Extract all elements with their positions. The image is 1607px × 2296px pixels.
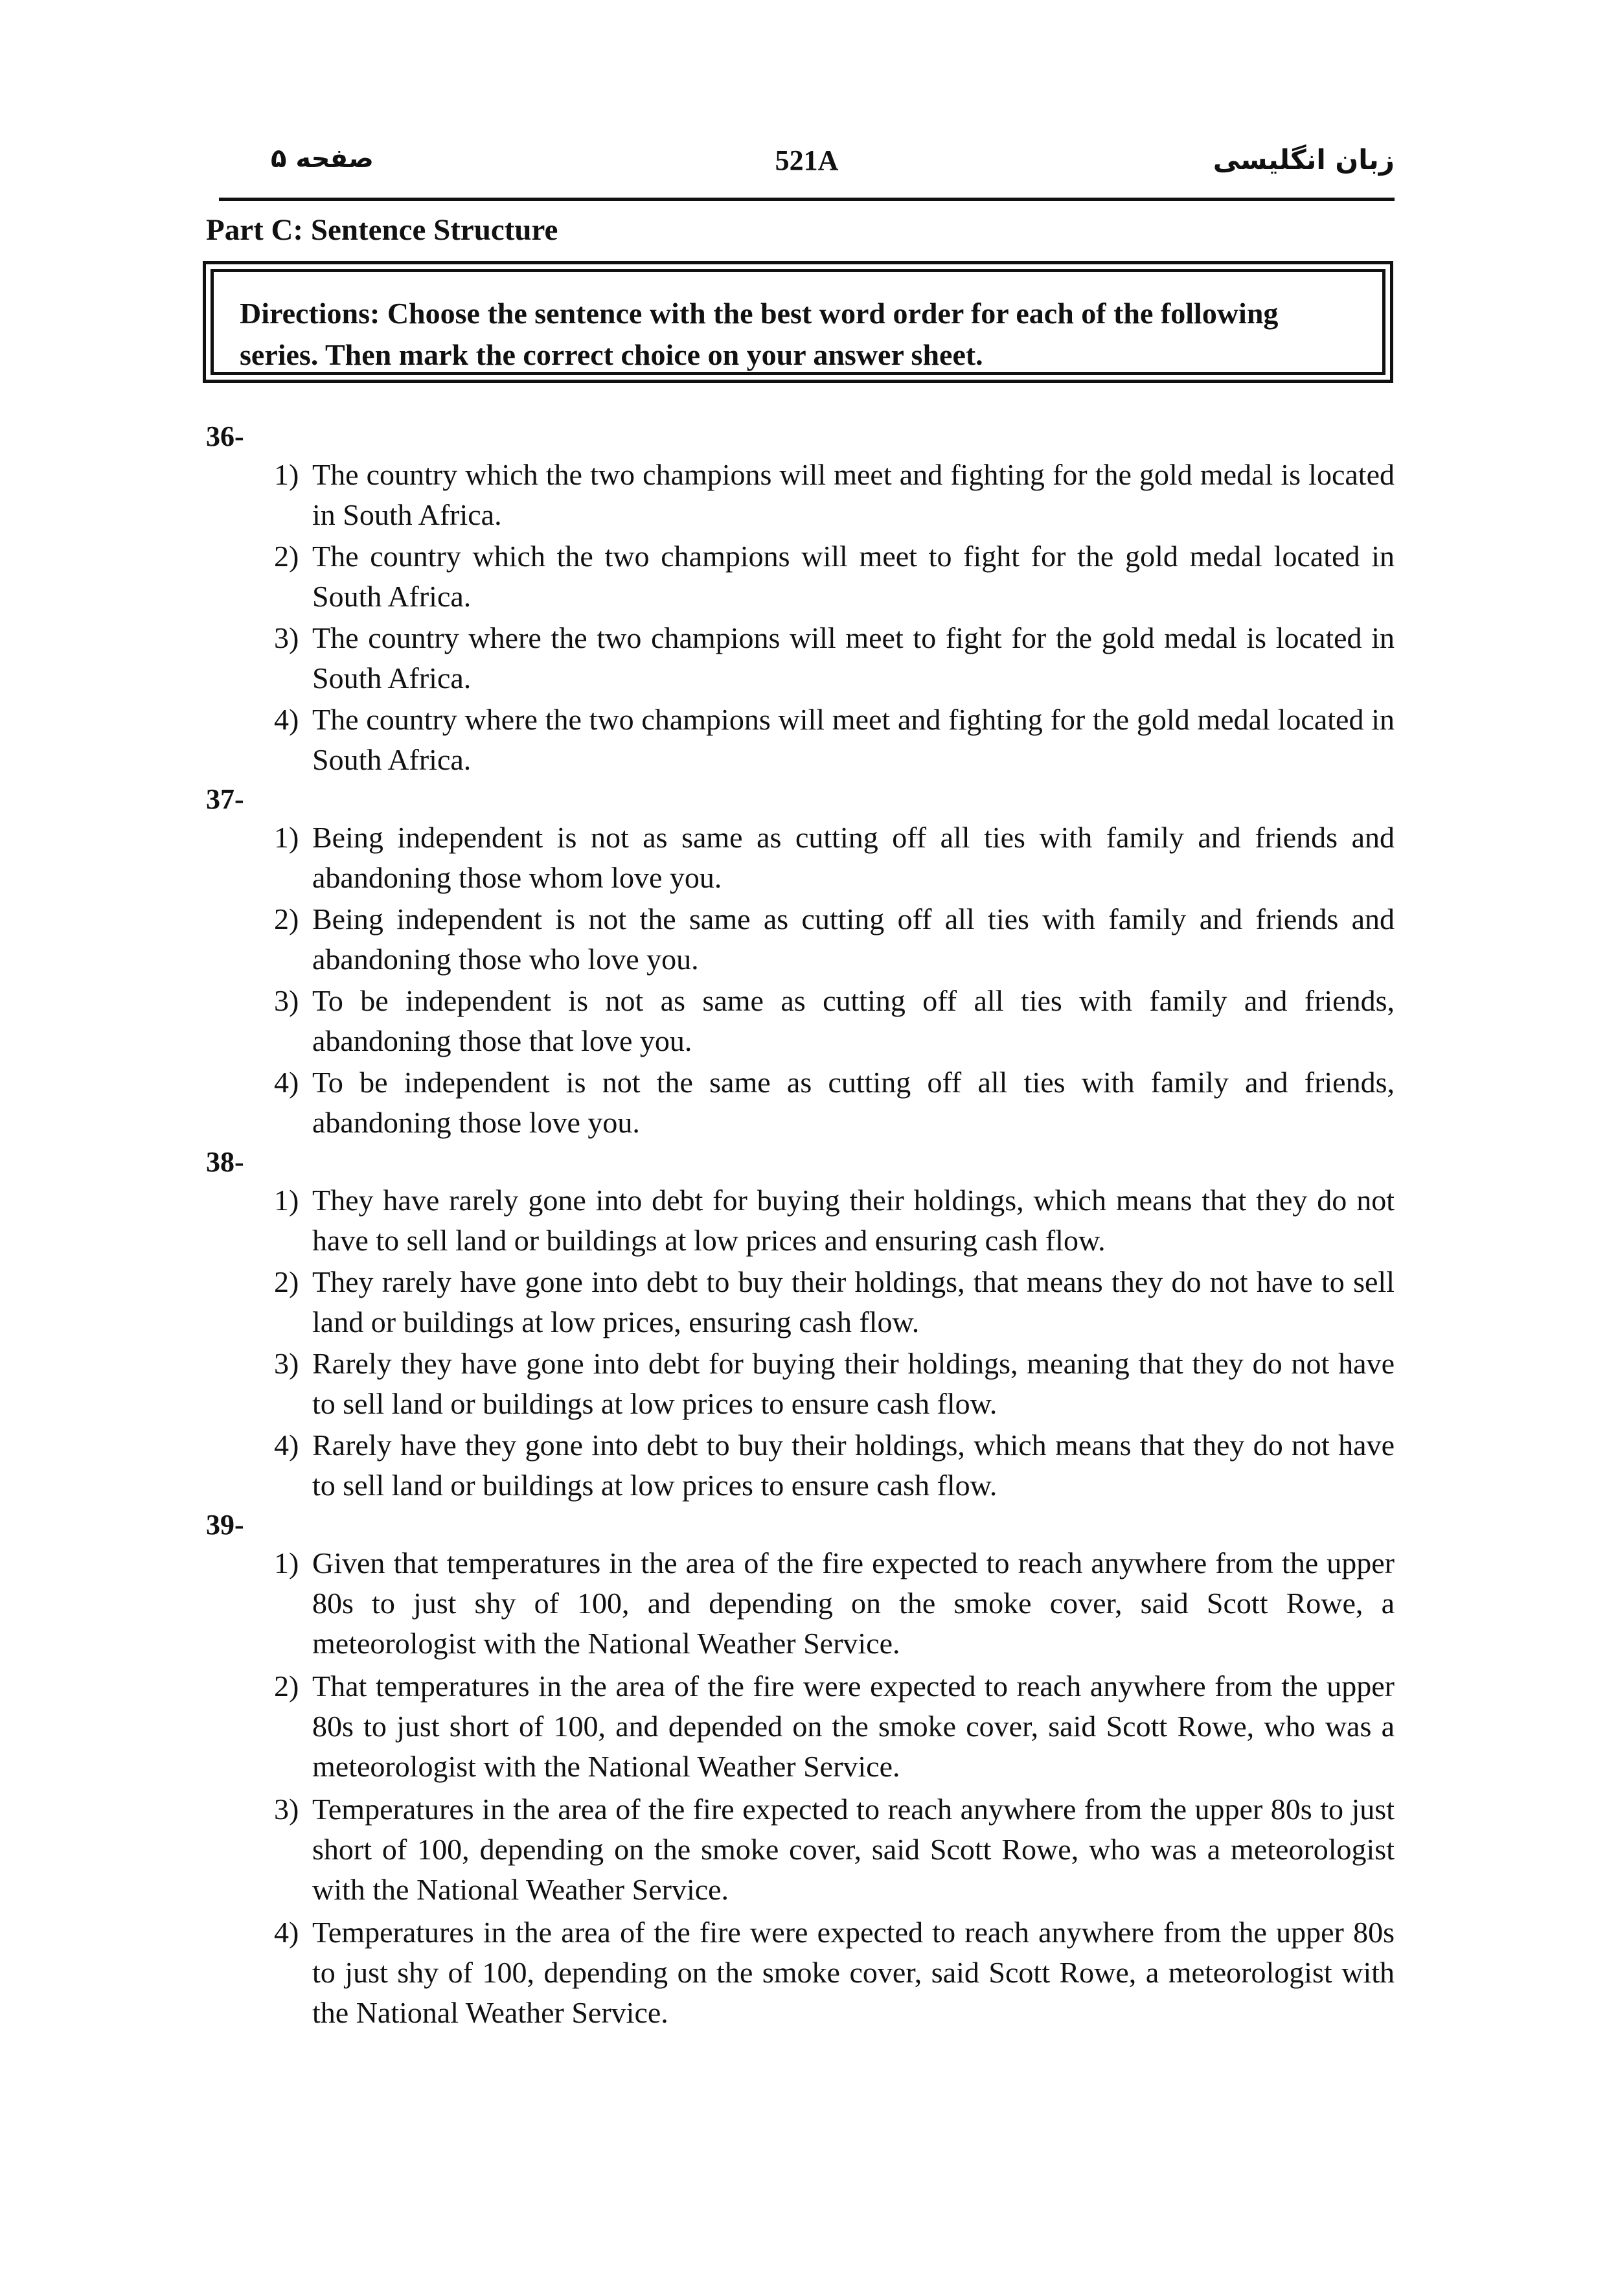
option-2[interactable] <box>274 1262 1395 1342</box>
option-text: That temperatures in the area of the fire were expected to reach anywhere from the upper 80s to just short of 100, and depended on the smoke cover, said Scott Rowe, who was a meteorologist with the National Weather Service. <box>312 1670 1395 1783</box>
option-number: 2) <box>274 1265 299 1298</box>
option-3[interactable] <box>274 1344 1395 1424</box>
option-number: 3) <box>274 1793 299 1826</box>
option-2[interactable] <box>274 536 1395 617</box>
option-text: They rarely have gone into debt to buy their holdings, that means they do not have to sell land or buildings at low prices, ensuring cash flow. <box>312 1265 1395 1338</box>
option-text: Being independent is not the same as cutting off all ties with family and friends and abandoning those who love you. <box>312 902 1395 976</box>
option-1[interactable] <box>274 818 1395 898</box>
option-number: 4) <box>274 703 299 736</box>
subject-label: زبان انگلیسی <box>1213 144 1395 176</box>
option-number: 4) <box>274 1916 299 1949</box>
option-3[interactable] <box>274 981 1395 1061</box>
option-number: 3) <box>274 984 299 1017</box>
option-text: The country where the two champions will meet and fighting for the gold medal located in South Africa. <box>312 703 1395 776</box>
option-1[interactable] <box>274 455 1395 535</box>
option-text: Rarely have they gone into debt to buy their holdings, which means that they do not have to sell land or buildings at low prices to ensure cash flow. <box>312 1429 1395 1502</box>
option-text: Rarely they have gone into debt for buying their holdings, meaning that they do not have to sell land or buildings at low prices to ensure cash flow. <box>312 1347 1395 1420</box>
option-number: 4) <box>274 1066 299 1099</box>
exam-code: 521A <box>775 144 839 176</box>
page-header <box>219 144 1395 189</box>
option-2[interactable] <box>274 899 1395 980</box>
option-text: To be independent is not as same as cutting off all ties with family and friends, abandoning those that love you. <box>312 984 1395 1057</box>
option-text: Temperatures in the area of the fire were expected to reach anywhere from the upper 80s to just shy of 100, depending on the smoke cover, said Scott Rowe, a meteorologist with the National Weather Service. <box>312 1916 1395 2029</box>
option-4[interactable] <box>274 1912 1395 2033</box>
directions-box <box>203 261 1393 383</box>
option-text: Given that temperatures in the area of the fire expected to reach anywhere from the upper 80s to just shy of 100, and depending on the smoke cover, said Scott Rowe, a meteorologist with the National Weather Service. <box>312 1546 1395 1660</box>
option-number: 2) <box>274 540 299 573</box>
option-number: 1) <box>274 1184 299 1217</box>
option-4[interactable] <box>274 700 1395 780</box>
option-text: The country which the two champions will meet and fighting for the gold medal is located in South Africa. <box>312 458 1395 531</box>
question-number: 36- <box>206 420 244 452</box>
option-4[interactable] <box>274 1062 1395 1143</box>
option-text: They have rarely gone into debt for buying their holdings, which means that they do not have to sell land or buildings at low prices and ensuring cash flow. <box>312 1184 1395 1257</box>
option-text: The country where the two champions will meet to fight for the gold medal is located in South Africa. <box>312 621 1395 695</box>
option-2[interactable] <box>274 1666 1395 1787</box>
question-number: 37- <box>206 783 244 815</box>
option-number: 1) <box>274 821 299 854</box>
option-3[interactable] <box>274 618 1395 698</box>
option-3[interactable] <box>274 1789 1395 1910</box>
option-text: Being independent is not as same as cutting off all ties with family and friends and abandoning those whom love you. <box>312 821 1395 894</box>
directions-text: Directions: Choose the sentence with the best word order for each of the following series. Then mark the correct choice on your answer sheet. <box>211 269 1385 375</box>
option-number: 2) <box>274 902 299 936</box>
option-number: 1) <box>274 1546 299 1579</box>
option-number: 1) <box>274 458 299 491</box>
option-number: 3) <box>274 1347 299 1380</box>
option-number: 4) <box>274 1429 299 1462</box>
option-text: The country which the two champions will meet to fight for the gold medal located in South Africa. <box>312 540 1395 613</box>
part-title: Part C: Sentence Structure <box>206 213 558 247</box>
question-number: 39- <box>206 1509 244 1541</box>
option-text: To be independent is not the same as cutting off all ties with family and friends, abandoning those love you. <box>312 1066 1395 1139</box>
option-1[interactable] <box>274 1543 1395 1664</box>
option-text: Temperatures in the area of the fire expected to reach anywhere from the upper 80s to just short of 100, depending on the smoke cover, said Scott Rowe, who was a meteorologist with the National Weather Service. <box>312 1793 1395 1906</box>
option-number: 3) <box>274 621 299 654</box>
option-number: 2) <box>274 1670 299 1703</box>
option-4[interactable] <box>274 1425 1395 1506</box>
page-number: صفحه ۵ <box>271 144 374 174</box>
header-divider <box>219 198 1395 201</box>
option-1[interactable] <box>274 1180 1395 1261</box>
question-number: 38- <box>206 1146 244 1178</box>
